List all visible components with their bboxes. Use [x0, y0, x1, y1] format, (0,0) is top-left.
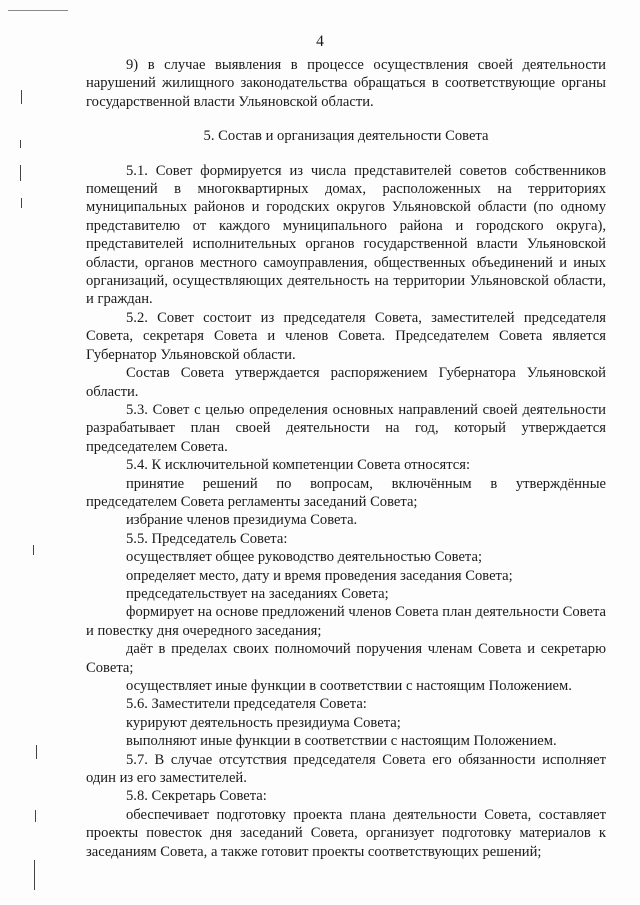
paragraph-item-9: 9) в случае выявления в процессе осуществления своей деятельности нарушений жилищного законодательства обращаться в соответствующие органы государственной власти Ульяновской области. [86, 57, 606, 110]
scan-artifact-left [20, 140, 21, 148]
section-paragraph: 5.5. Председатель Совета: [126, 530, 288, 547]
document-body [86, 56, 606, 861]
section-paragraph: 5.1. Совет формируется из числа представителей советов собственников помещений в многоквартирных домах, расположенных на территориях муниципальных районов и городских округов Ульяновской области (по одному представителю от каждого муниципального района и городского округа), представителей исполнительных органов государственной власти Ульяновской области, органов местного самоуправления, общественных объединений и иных организаций, осуществляющих деятельность на территории Ульяновской области, и граждан. [86, 162, 606, 308]
scan-artifact-left [34, 860, 35, 890]
section-paragraph: даёт в пределах своих полномочий поручения членам Совета и секретарю Совета; [86, 641, 606, 676]
section-paragraph: определяет место, дату и время проведения заседания Совета; [126, 567, 513, 584]
scan-artifact-left [21, 198, 22, 208]
section-paragraph: избрание членов президиума Совета. [126, 512, 358, 529]
section-paragraph: осуществляет иные функции в соответствии с настоящим Положением. [126, 678, 572, 694]
scan-artifact-left [33, 545, 34, 555]
section-paragraph: 5.6. Заместители председателя Совета: [126, 696, 367, 713]
section-paragraph: председательствует на заседаниях Совета; [126, 585, 389, 602]
scan-artifact-left [35, 810, 36, 822]
scan-artifact-left [20, 165, 21, 181]
page-number: 4 [316, 33, 324, 50]
scan-artifact-left [36, 745, 37, 759]
section-paragraph: 5.2. Совет состоит из председателя Совета, заместителей председателя Совета, секретаря Совета и членов Совета. Председателем Совета является Губернатор Ульяновской области. [86, 309, 606, 363]
section-paragraph: формирует на основе предложений членов Совета план деятельности Совета и повестку дня очередного заседания; [86, 604, 606, 639]
section-paragraph: обеспечивает подготовку проекта плана деятельности Совета, составляет проекты повесток дня заседаний Совета, организует подготовку материалов к заседаниям Совета, а также готовит проекты соответствующих решений; [86, 806, 606, 860]
section-paragraph: Состав Совета утверждается распоряжением Губернатора Ульяновской области. [86, 365, 606, 400]
scan-artifact-left [21, 90, 22, 104]
section-paragraphs [86, 162, 606, 861]
scan-artifact-top [8, 10, 68, 11]
section-paragraph: принятие решений по вопросам, включённым в утверждённые председателем Совета регламенты заседаний Совета; [86, 475, 606, 510]
section-paragraph: выполняют иные функции в соответствии с настоящим Положением. [126, 733, 557, 750]
section-paragraph: 5.8. Секретарь Совета: [126, 788, 267, 805]
section-title: 5. Состав и организация деятельности Совета [203, 128, 489, 145]
section-paragraph: курируют деятельность президиума Совета; [126, 714, 401, 731]
section-paragraph: 5.4. К исключительной компетенции Совета относятся: [126, 457, 471, 474]
section-paragraph: 5.3. Совет с целью определения основных направлений своей деятельности разрабатывает план своей деятельности на год, который утверждается председателем Совета. [86, 401, 606, 455]
section-paragraph: осуществляет общее руководство деятельностью Совета; [126, 549, 483, 566]
section-paragraph: 5.7. В случае отсутствия председателя Совета его обязанности исполняет один из его заместителей. [86, 751, 606, 787]
